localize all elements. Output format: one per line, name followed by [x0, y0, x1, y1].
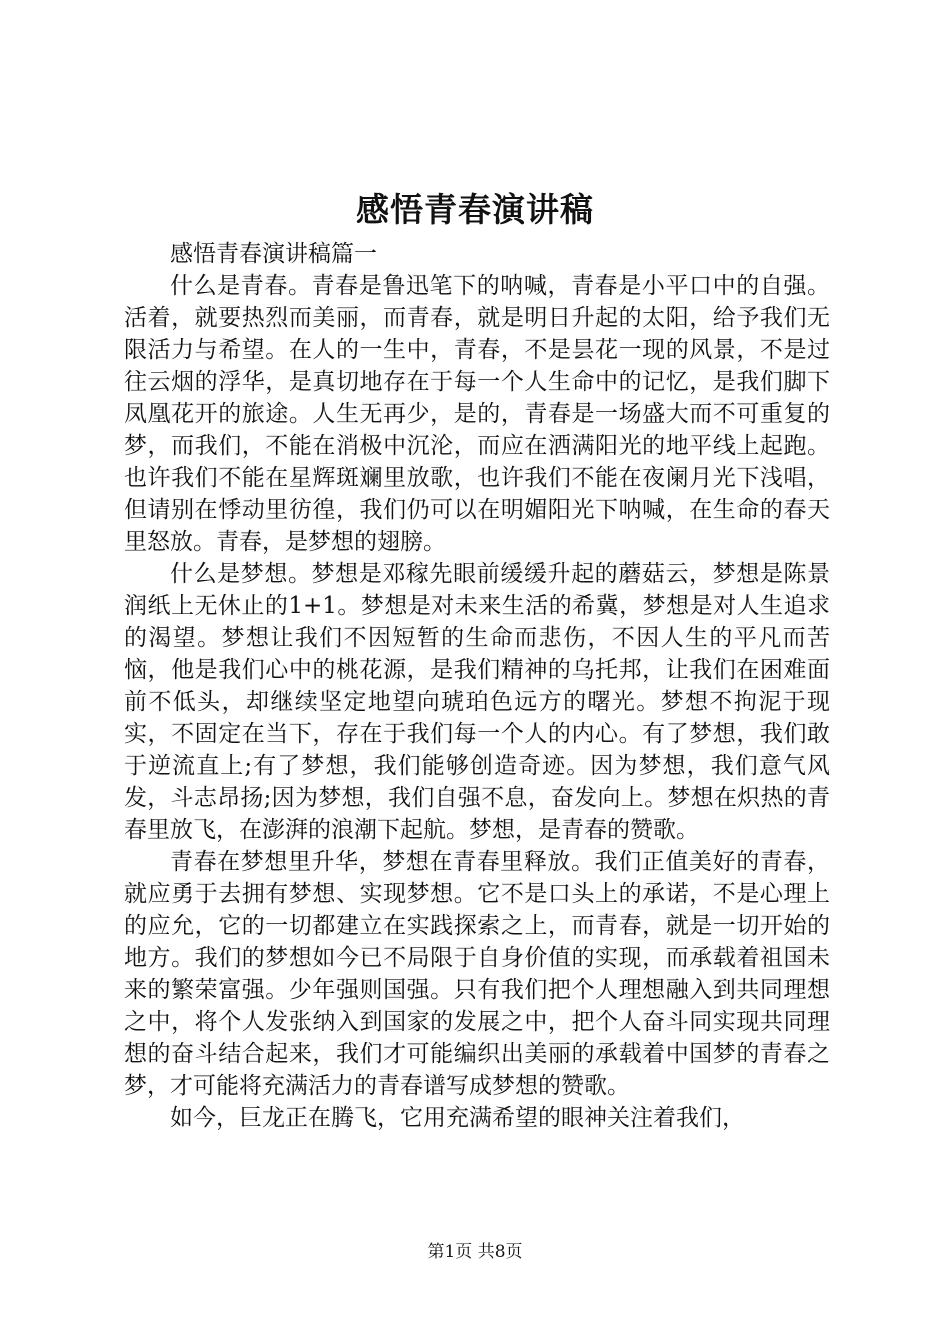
paragraph-4: 如今，巨龙正在腾飞，它用充满希望的眼神关注着我们，: [170, 1105, 745, 1131]
document-title: 感悟青春演讲稿: [356, 190, 594, 229]
page-number-footer: 第1页 共8页: [427, 1242, 523, 1262]
document-body: [124, 238, 830, 1134]
paragraph-3: 青春在梦想里升华，梦想在青春里释放。我们正值美好的青春，就应勇于去拥有梦想、实现梦想。它不是口头上的承诺，不是心理上的应允，它的一切都建立在实践探索之上，而青春，就是一切开始的地方。我们的梦想如今已不局限于自身价值的实现，而承载着祖国未来的繁荣富强。少年强则国强。只有我们把个人理想融入到共同理想之中，将个人发张纳入到国家的发展之中，把个人奋斗同实现共同理想的奋斗结合起来，我们才可能编织出美丽的承载着中国梦的青春之梦，才可能将充满活力的青春谱写成梦想的赞歌。: [124, 849, 830, 1099]
paragraph-2: 什么是梦想。梦想是邓稼先眼前缓缓升起的蘑菇云，梦想是陈景润纸上无休止的1+1。梦想是对未来生活的希冀，梦想是对人生追求的渴望。梦想让我们不因短暂的生命而悲伤，不因人生的平凡而苦恼，他是我们心中的桃花源，是我们精神的乌托邦，让我们在困难面前不低头，却继续坚定地望向琥珀色远方的曙光。梦想不拘泥于现实，不固定在当下，存在于我们每一个人的内心。有了梦想，我们敢于逆流直上;有了梦想，我们能够创造奇迹。因为梦想，我们意气风发，斗志昂扬;因为梦想，我们自强不息，奋发向上。梦想在炽热的青春里放飞，在澎湃的浪潮下起航。梦想，是青春的赞歌。: [124, 561, 830, 843]
paragraph-1: 什么是青春。青春是鲁迅笔下的呐喊，青春是小平口中的自强。活着，就要热烈而美丽，而青春，就是明日升起的太阳，给予我们无限活力与希望。在人的一生中，青春，不是昙花一现的风景，不是过往云烟的浮华，是真切地存在于每一个人生命中的记忆，是我们脚下凤凰花开的旅途。人生无再少，是的，青春是一场盛大而不可重复的梦，而我们，不能在消极中沉沦，而应在洒满阳光的地平线上起跑。也许我们不能在星辉斑斓里放歌，也许我们不能在夜阑月光下浅唱，但请别在悸动里彷徨，我们仍可以在明媚阳光下呐喊，在生命的春天里怒放。青春，是梦想的翅膀。: [124, 273, 830, 555]
document-subtitle: 感悟青春演讲稿篇一: [170, 241, 377, 267]
